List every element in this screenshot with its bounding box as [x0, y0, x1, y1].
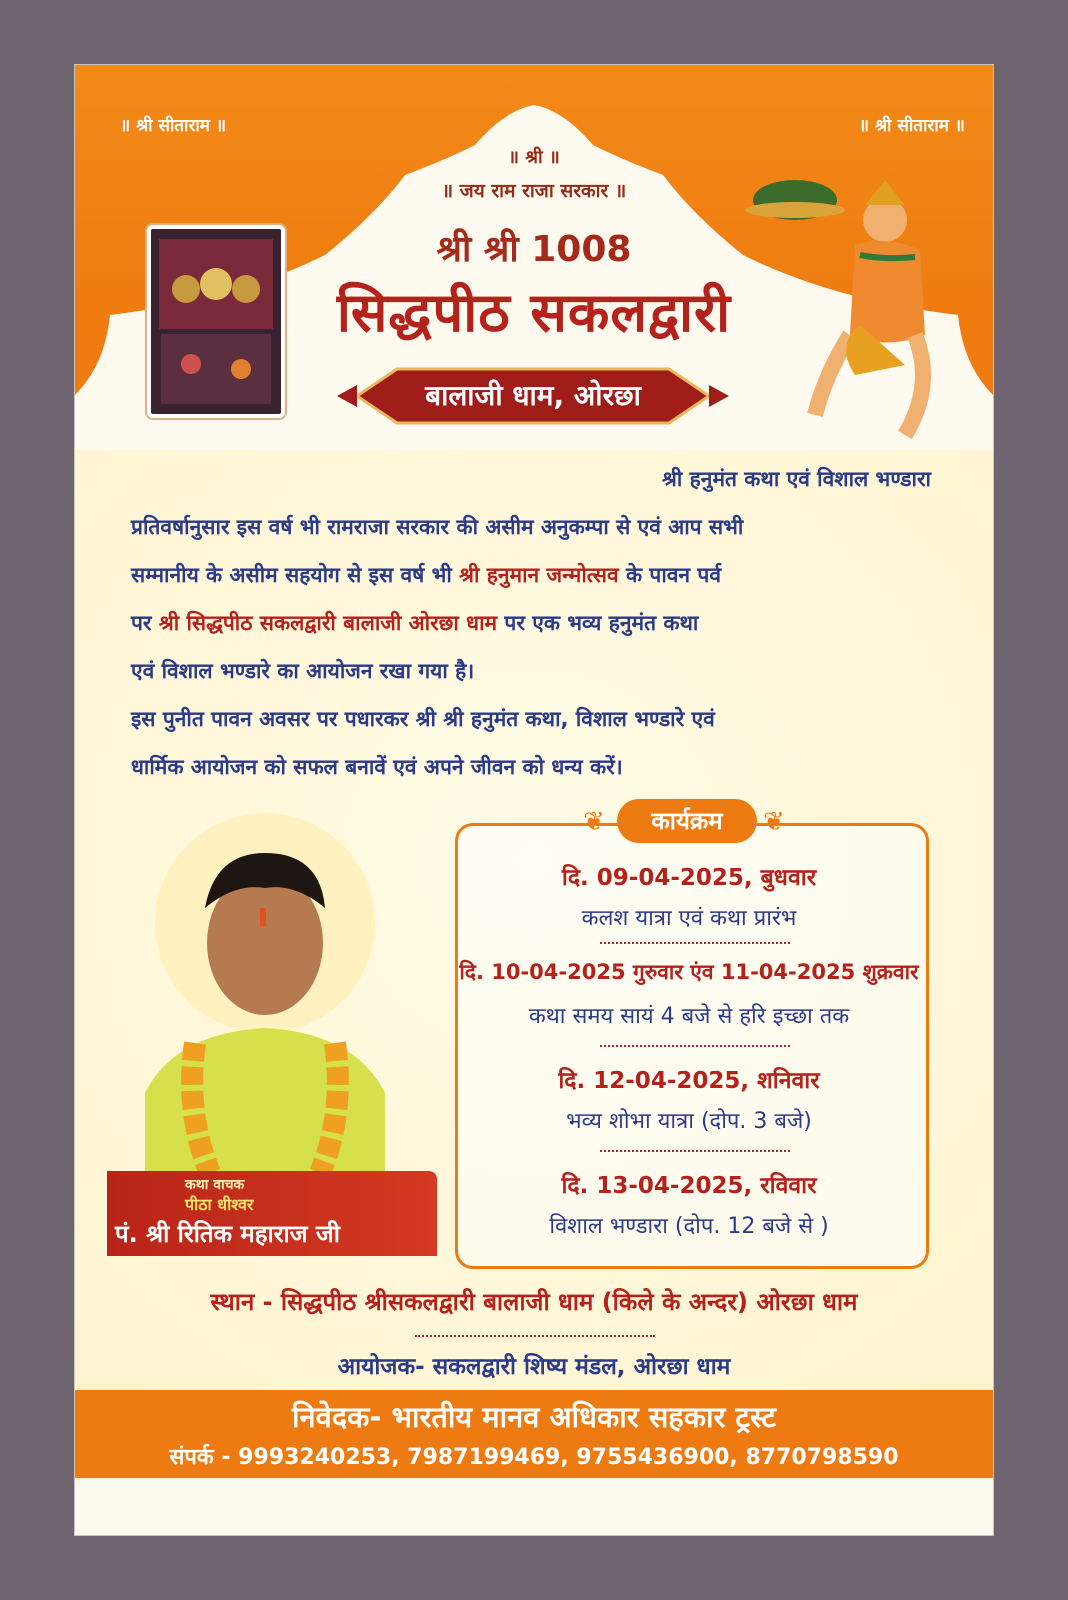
banner-subtitle: बालाजी धाम, ओरछा — [425, 379, 641, 412]
speaker-name: पं. श्री रितिक महाराज जी — [115, 1220, 340, 1248]
title-prefix: श्री श्री 1008 — [436, 229, 632, 270]
body-line-3c: के पावन पर्व — [625, 563, 722, 587]
venue-divider — [415, 1335, 655, 1337]
body-line-1: श्री हनुमंत कथा एवं विशाल भण्डारा — [662, 467, 931, 491]
program-date-2: दि. 10-04-2025 गुरुवार एंव 11-04-2025 शुक्रवार — [459, 960, 919, 984]
program-desc-1: कलश यात्रा एवं कथा प्रारंभ — [581, 906, 797, 931]
body-line-2: प्रतिवर्षानुसार इस वर्ष भी रामराजा सरकार की असीम अनुकम्पा से एवं आप सभी — [131, 515, 744, 539]
body-line-5: एवं विशाल भण्डारे का आयोजन रखा गया है। — [131, 659, 475, 683]
program-desc-4: विशाल भण्डारा (दोप. 12 बजे से ) — [549, 1214, 829, 1239]
body-line-3 — [131, 551, 931, 599]
body-line-7: धार्मिक आयोजन को सफल बनावें एवं अपने जीवन को धन्य करें। — [131, 755, 623, 779]
program-divider — [600, 1045, 790, 1047]
footer-contact: संपर्क - 9993240253, 7987199469, 9755436900, 8770798590 — [169, 1445, 899, 1470]
body-line-3a: सम्मानीय के असीम सहयोग से इस वर्ष भी — [131, 563, 452, 587]
body-line-4a: पर — [131, 611, 152, 635]
corner-text-left: ॥ श्री सीताराम ॥ — [120, 116, 227, 136]
venue-text: स्थान - सिद्धपीठ श्रीसकलद्वारी बालाजी धाम (किले के अन्दर) ओरछा धाम — [210, 1288, 858, 1316]
main-title: सिद्धपीठ सकलद्वारी — [336, 281, 732, 344]
shri-heading: ॥ श्री ॥ — [508, 147, 560, 168]
ornament-left-icon: ❦ — [583, 807, 605, 837]
dham-name: श्री सिद्धपीठ सकलद्वारी बालाजी ओरछा धाम — [158, 611, 498, 635]
temple-photo — [147, 225, 285, 418]
program-date-1: दि. 09-04-2025, बुधवार — [561, 865, 817, 891]
hanuman-illustration — [735, 165, 955, 465]
program-desc-3: भव्य शोभा यात्रा (दोप. 3 बजे) — [566, 1109, 812, 1134]
body-line-4c: पर एक भव्य हनुमंत कथा — [504, 611, 699, 635]
program-label: कार्यक्रम — [617, 799, 757, 843]
invitation-body — [131, 455, 931, 791]
invitation-card — [75, 65, 993, 1535]
speaker-title: पीठा धीश्वर — [185, 1195, 254, 1214]
hanuman-janmotsav: श्री हनुमान जन्मोत्सव — [459, 563, 619, 587]
program-divider — [600, 942, 790, 944]
body-line-4 — [131, 599, 931, 647]
program-date-3: दि. 12-04-2025, शनिवार — [558, 1068, 820, 1094]
speaker-portrait — [115, 813, 435, 1233]
corner-text-right: ॥ श्री सीताराम ॥ — [858, 116, 965, 136]
program-date-4: दि. 13-04-2025, रविवार — [561, 1173, 817, 1199]
footer-nivedak: निवेदक- भारतीय मानव अधिकार सहकार ट्रस्ट — [292, 1400, 776, 1434]
ornament-right-icon: ❦ — [763, 807, 785, 837]
jay-ram-heading: ॥ जय राम राजा सरकार ॥ — [441, 180, 627, 202]
speaker-role: कथा वाचक — [185, 1177, 245, 1193]
program-divider — [600, 1150, 790, 1152]
program-desc-2: कथा समय सायं 4 बजे से हरि इच्छा तक — [528, 1004, 850, 1029]
organizer-text: आयोजक- सकलद्वारी शिष्य मंडल, ओरछा धाम — [337, 1354, 731, 1380]
body-line-6: इस पुनीत पावन अवसर पर पधारकर श्री श्री हनुमंत कथा, विशाल भण्डारे एवं — [131, 707, 715, 731]
